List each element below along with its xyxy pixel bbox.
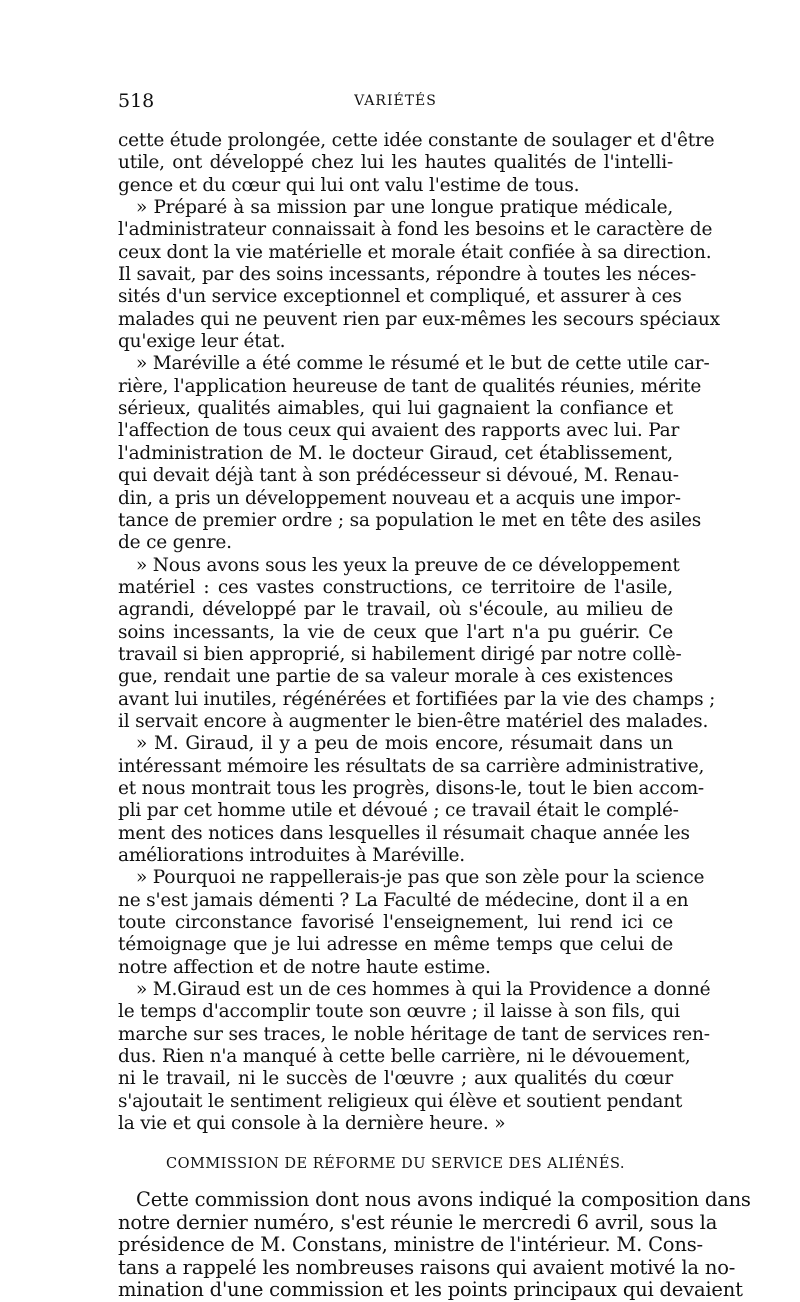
- text-line: Cette commission dont nous avons indiqué la composition dans: [136, 1188, 751, 1212]
- text-line: » Pourquoi ne rappellerais-je pas que son zèle pour la science: [136, 867, 705, 889]
- text-line: gence et du cœur qui lui ont valu l'estime de tous.: [118, 174, 580, 196]
- text-line: sérieux, qualités aimables, qui lui gagnaient la confiance et: [118, 398, 673, 420]
- text-line: tans a rappelé les nombreuses raisons qui avaient motivé la no-: [118, 1255, 736, 1279]
- text-line: » Préparé à sa mission par une longue pratique médicale,: [136, 197, 673, 219]
- text-line: qui devait déjà tant à son prédécesseur si dévoué, M. Renau-: [118, 465, 679, 487]
- text-line: dus. Rien n'a manqué à cette belle carrière, ni le dévouement,: [118, 1046, 691, 1068]
- text-line: » Maréville a été comme le résumé et le but de cette utile car-: [136, 353, 710, 375]
- text-line: mination d'une commission et les points principaux qui devaient: [118, 1278, 743, 1302]
- text-line: avant lui inutiles, régénérées et fortifiées par la vie des champs ;: [118, 688, 716, 710]
- text-line: il servait encore à augmenter le bien-être matériel des malades.: [118, 710, 709, 732]
- text-line: témoignage que je lui adresse en même temps que celui de: [118, 934, 673, 956]
- text-line: améliorations introduites à Maréville.: [118, 845, 465, 866]
- section-heading: COMMISSION DE RÉFORME DU SERVICE DES ALIÉNÉS.: [166, 1156, 625, 1173]
- text-line: tance de premier ordre ; sa population le met en tête des asiles: [118, 509, 702, 531]
- text-line: marche sur ses traces, le noble héritage de tant de services ren-: [118, 1023, 710, 1045]
- text-line: soins incessants, la vie de ceux que l'art n'a pu guérir. Ce: [118, 621, 673, 643]
- section-text: [118, 1188, 751, 1302]
- text-line: s'ajoutait le sentiment religieux qui élève et soutient pendant: [118, 1090, 683, 1112]
- text-line: notre affection et de notre haute estime.: [118, 956, 491, 978]
- text-line: utile, ont développé chez lui les hautes qualités de l'intelli-: [118, 152, 673, 174]
- text-line: l'affection de tous ceux qui avaient des rapports avec lui. Par: [118, 420, 680, 442]
- text-line: Il savait, par des soins incessants, répondre à toutes les néces-: [118, 264, 697, 286]
- text-line: rière, l'application heureuse de tant de qualités réunies, mérite: [118, 375, 702, 397]
- text-line: l'administrateur connaissait à fond les besoins et le caractère de: [118, 219, 713, 241]
- text-line: de ce genre.: [118, 532, 232, 554]
- text-line: et nous montrait tous les progrès, disons-le, tout le bien accom-: [118, 777, 704, 799]
- text-line: malades qui ne peuvent rien par eux-mêmes les secours spéciaux: [118, 308, 720, 330]
- text-line: ceux dont la vie matérielle et morale était confiée à sa direction.: [118, 241, 712, 263]
- text-line: la vie et qui console à la dernière heure. »: [118, 1113, 506, 1135]
- text-line: pli par cet homme utile et dévoué ; ce travail était le complé-: [118, 800, 679, 822]
- text-line: ni le travail, ni le succès de l'œuvre ; aux qualités du cœur: [118, 1068, 673, 1090]
- text-line: » Nous avons sous les yeux la preuve de ce développement: [136, 554, 680, 576]
- body-text: [118, 130, 751, 1302]
- text-line: travail si bien approprié, si habilement dirigé par notre collè-: [118, 643, 682, 665]
- page-number: 518: [118, 90, 155, 112]
- text-line: ment des notices dans lesquelles il résumait chaque année les: [118, 822, 690, 844]
- text-line: intéressant mémoire les résultats de sa carrière administrative,: [118, 755, 705, 777]
- text-line: agrandi, développé par le travail, où s'écoule, au milieu de: [118, 599, 673, 621]
- text-line: matériel : ces vastes constructions, ce territoire de l'asile,: [118, 576, 673, 598]
- text-line: qu'exige leur état.: [118, 331, 286, 353]
- running-head: VARIÉTÉS: [354, 93, 437, 109]
- spacer: [118, 1135, 673, 1149]
- text-line: présidence de M. Constans, ministre de l'intérieur. M. Cons-: [118, 1233, 703, 1257]
- text-line: din, a pris un développement nouveau et a acquis une impor-: [118, 487, 681, 509]
- page-header: [118, 90, 673, 118]
- text-line: cette étude prolongée, cette idée constante de soulager et d'être: [118, 130, 715, 151]
- text-line: » M.Giraud est un de ces hommes à qui la Providence a donné: [136, 979, 711, 1001]
- text-line: le temps d'accomplir toute son œuvre ; il laisse à son fils, qui: [118, 1001, 680, 1023]
- text-line: ne s'est jamais démenti ? La Faculté de médecine, dont il a en: [118, 889, 689, 911]
- text-line: notre dernier numéro, s'est réunie le mercredi 6 avril, sous la: [118, 1210, 718, 1234]
- text-line: gue, rendait une partie de sa valeur morale à ces existences: [118, 666, 673, 688]
- text-line: » M. Giraud, il y a peu de mois encore, résumait dans un: [136, 733, 673, 755]
- text-line: sités d'un service exceptionnel et compliqué, et assurer à ces: [118, 286, 682, 308]
- text-line: l'administration de M. le docteur Giraud, cet établissement,: [118, 442, 673, 464]
- text-line: toute circonstance favorisé l'enseignement, lui rend ici ce: [118, 912, 673, 934]
